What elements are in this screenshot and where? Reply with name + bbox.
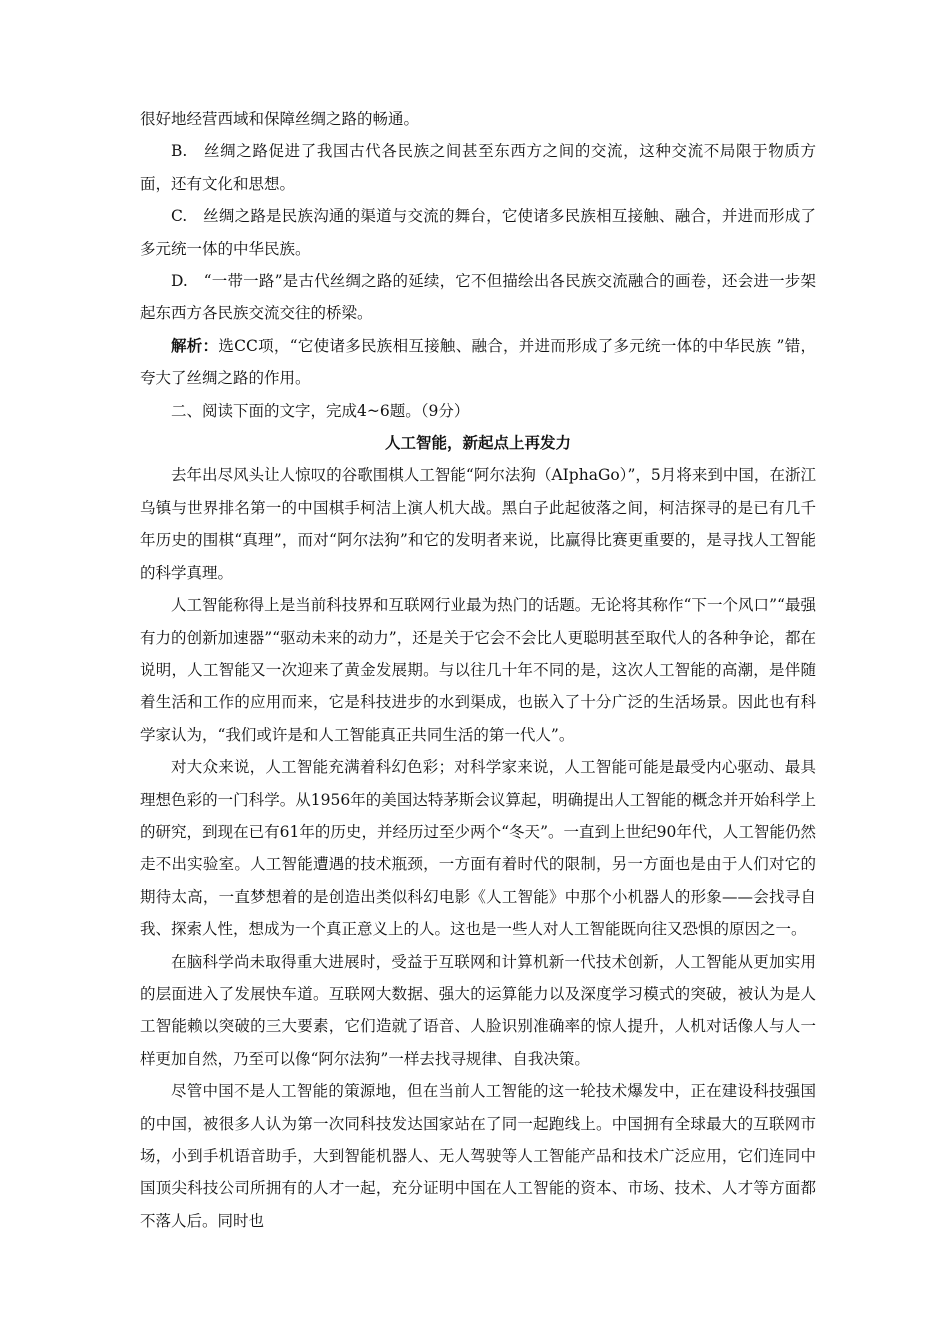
analysis-paragraph: [140, 330, 816, 395]
article-paragraph: 尽管中国不是人工智能的策源地，但在当前人工智能的这一轮技术爆发中，正在建设科技强国的中国，被很多人认为第一次同科技发达国家站在了同一起跑线上。中国拥有全球最大的互联网市场，小到手机语音助手，大到智能机器人、无人驾驶等人工智能产品和技术广泛应用，它们连同中国顶尖科技公司所拥有的人才一起，充分证明中国在人工智能的资本、市场、技术、人才等方面都不落人后。同时也: [140, 1082, 816, 1230]
analysis-text: 选CC项，“它使诸多民族相互接触、融合，并进而形成了多元统一体的中华民族 ”错，夸大了丝绸之路的作用。: [140, 336, 816, 388]
article-paragraph: 对大众来说，人工智能充满着科幻色彩；对科学家来说，人工智能可能是最受内心驱动、最具理想色彩的一门科学。从1956年的美国达特茅斯会议算起，明确提出人工智能的概念并开始科学上的研究，到现在已有61年的历史，并经历过至少两个“冬天”。一直到上世纪90年代，人工智能仍然走不出实验室。人工智能遭遇的技术瓶颈，一方面有着时代的限制，另一方面也是由于人们对它的期待太高，一直梦想着的是创造出类似科幻电影《人工智能》中那个小机器人的形象——会找寻自我、探索人性，想成为一个真正意义上的人。这也是一些人对人工智能既向往又恐惧的原因之一。: [140, 758, 816, 939]
section-heading: 二、阅读下面的文字，完成4~6题。（9分）: [171, 401, 470, 420]
option-a-tail: 很好地经营西域和保障丝绸之路的畅通。: [140, 110, 420, 128]
article-paragraph: 在脑科学尚未取得重大进展时，受益于互联网和计算机新一代技术创新，人工智能从更加实用的层面进入了发展快车道。互联网大数据、强大的运算能力以及深度学习模式的突破，被认为是人工智能赖以突破的三大要素，它们造就了语音、人脸识别准确率的惊人提升，人机对话像人与人一样更加自然，乃至可以像“阿尔法狗”一样去找寻规律、自我决策。: [140, 952, 816, 1068]
article-paragraph: 人工智能称得上是当前科技界和互联网行业最为热门的话题。无论将其称作“下一个风口”“最强有力的创新加速器”“驱动未来的动力”，还是关于它会不会比人更聪明甚至取代人的各种争论，都在说明，人工智能又一次迎来了黄金发展期。与以往几十年不同的是，这次人工智能的高潮，是伴随着生活和工作的应用而来，它是科技进步的水到渠成，也嵌入了十分广泛的生活场景。因此也有科学家认为，“我们或许是和人工智能真正共同生活的第一代人”。: [140, 596, 816, 744]
option-c: C. 丝绸之路是民族沟通的渠道与交流的舞台，它使诸多民族相互接触、融合，并进而形成了多元统一体的中华民族。: [140, 207, 816, 258]
article-paragraph: 去年出尽风头让人惊叹的谷歌围棋人工智能“阿尔法狗（AIphaGo）”，5月将来到中国，在浙江乌镇与世界排名第一的中国棋手柯洁上演人机大战。黑白子此起彼落之间，柯洁探寻的是已有几千年历史的围棋“真理”，而对“阿尔法狗”和它的发明者来说，比赢得比赛更重要的，是寻找人工智能的科学真理。: [140, 466, 816, 582]
option-b: B. 丝绸之路促进了我国古代各民族之间甚至东西方之间的交流，这种交流不局限于物质方面，还有文化和思想。: [140, 142, 816, 193]
article-title: 人工智能，新起点上再发力: [384, 433, 571, 453]
analysis-label: 解析：: [171, 335, 219, 355]
document-page: [140, 103, 816, 1237]
option-d: D. “一带一路”是古代丝绸之路的延续，它不但描绘出各民族交流融合的画卷，还会进一步架起东西方各民族交流交往的桥梁。: [140, 272, 816, 323]
